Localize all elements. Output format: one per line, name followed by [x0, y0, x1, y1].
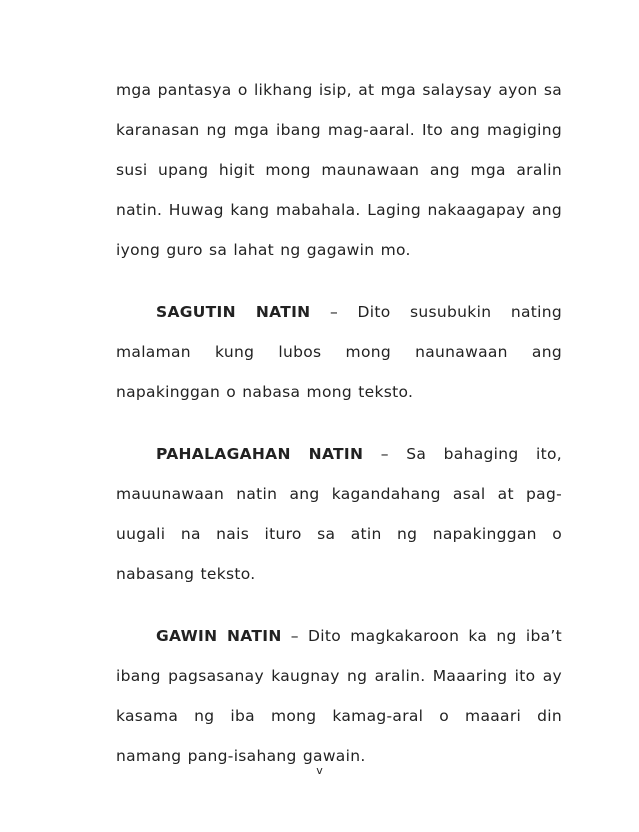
page-body	[116, 70, 562, 798]
section-text: – Dito susubukin nating malaman kung lubos mong naunawaan ang napakinggan o nabasa mong teksto.	[116, 303, 562, 401]
section-gawin-natin	[116, 616, 562, 776]
section-text: – Dito magkakaroon ka ng iba’t ibang pagsasanay kaugnay ng aralin. Maaaring ito ay kasama ng iba mong kamag-aral o maaari din namang pang-isahang gawain.	[116, 627, 562, 765]
section-sagutin-natin	[116, 292, 562, 412]
intro-paragraph: mga pantasya o likhang isip, at mga salaysay ayon sa karanasan ng mga ibang mag-aaral. Ito ang magiging susi upang higit mong maunawaan ang mga aralin natin. Huwag kang mabahala. Laging nakaagapay ang iyong guro sa lahat ng gagawin mo.	[116, 81, 562, 259]
section-term: SAGUTIN NATIN	[156, 303, 311, 321]
section-term: GAWIN NATIN	[156, 627, 282, 645]
section-term: PAHALAGAHAN NATIN	[156, 445, 364, 463]
section-pahalagahan-natin	[116, 434, 562, 594]
section-text: – Sa bahaging ito, mauunawaan natin ang kagandahang asal at pag-uugali na nais ituro sa atin ng napakinggan o nabasang teksto.	[116, 445, 562, 583]
page-number: v	[316, 764, 323, 777]
